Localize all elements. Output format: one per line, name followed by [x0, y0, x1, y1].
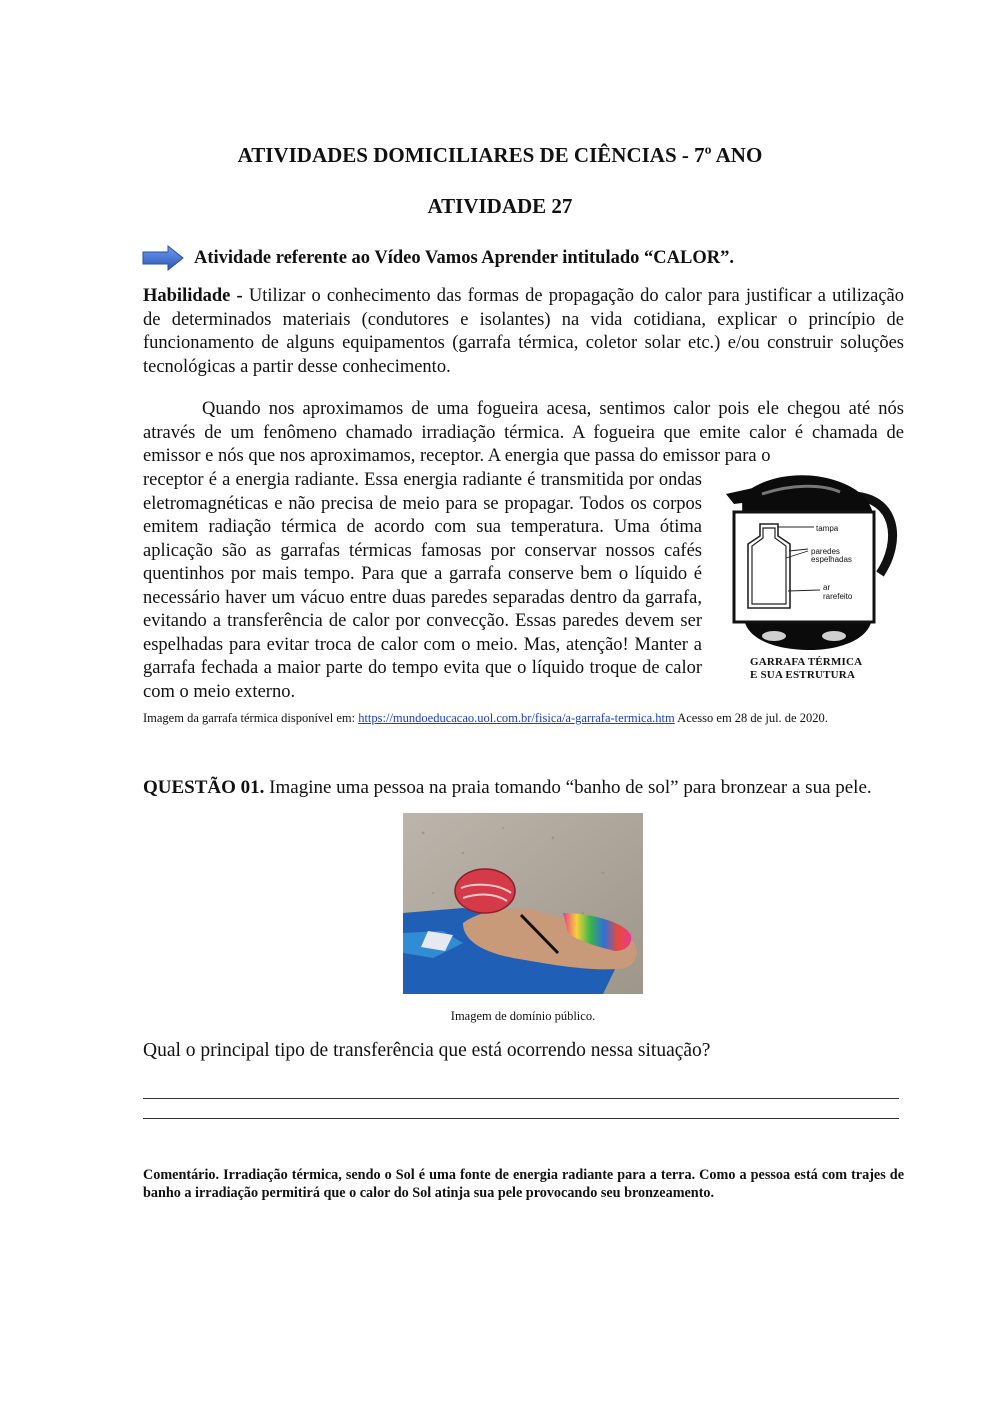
skill-paragraph	[143, 285, 904, 379]
thermos-figure	[722, 466, 902, 696]
credit-suffix: Acesso em 28 de jul. de 2020.	[677, 711, 828, 725]
beach-photo	[403, 813, 643, 994]
question-1-text: Imagine uma pessoa na praia tomando “banho de sol” para bronzear a sua pele.	[269, 777, 872, 798]
sunbather-image	[403, 813, 643, 994]
answer-line-1[interactable]	[143, 1098, 899, 1099]
activity-title: ATIVIDADE 27	[427, 194, 573, 218]
beach-image-caption: Imagem de domínio público.	[450, 1009, 596, 1023]
answer-line-2[interactable]	[143, 1118, 899, 1119]
image-credit	[143, 711, 828, 726]
skill-text: Utilizar o conhecimento das formas de propagação do calor para justificar a utilização de determinados materiais (condutores e isolantes) na vida cotidiana, explicar o princípio de funcionamento de alguns equipamentos (garrafa térmica, coletor solar etc.) e/ou construir soluções tecnológicas a partir desse conhecimento.	[143, 286, 905, 377]
label-walls-2: espelhadas	[811, 555, 852, 564]
label-lid: tampa	[816, 524, 839, 533]
skill-label: Habilidade -	[143, 286, 243, 306]
label-air-2: rarefeito	[823, 592, 853, 601]
body-paragraph-top: Quando nos aproximamos de uma fogueira acesa, sentimos calor pois ele chegou até nós através de um fenômeno chamado irradiação térmica. A fogueira que emite calor é chamada de emissor e nós que nos aproximamos, receptor. A energia que passa do emissor para o	[143, 399, 904, 466]
right-arrow-icon	[142, 245, 184, 271]
question-1-label: QUESTÃO 01.	[143, 777, 265, 798]
comment-text: Comentário. Irradiação térmica, sendo o Sol é uma fonte de energia radiante para a terra. Como a pessoa está com trajes de banho a irradiação permitirá que o calor do Sol atinja sua pele provocando seu bronzeamento.	[143, 1167, 904, 1201]
question-1	[143, 777, 872, 799]
thermos-caption-line-2: E SUA ESTRUTURA	[750, 669, 856, 681]
thermos-caption-line-1: GARRAFA TÉRMICA	[750, 656, 863, 668]
label-air-1: ar	[823, 583, 831, 592]
credit-link[interactable]: https://mundoeducacao.uol.com.br/fisica/a-garrafa-termica.htm	[358, 711, 675, 725]
body-paragraph-wrap: receptor é a energia radiante. Essa energia radiante é transmitida por ondas eletromagnéticas e não precisa de meio para se propagar. Todos os corpos emitem radiação térmica de acordo com sua temperatura. Uma ótima aplicação são as garrafas térmicas famosas por conservar nossos cafés quentinhos por mais tempo. Para que a garrafa conserve bem o líquido é necessário haver um vácuo entre duas paredes separadas dentro da garrafa, evitando a transferência de calor por convecção. Essas paredes devem ser espelhadas para evitar troca de calor com o meio. Mas, atenção! Manter a garrafa fechada a maior parte do tempo evita que o líquido troque de calor com o meio externo.	[143, 470, 702, 702]
credit-prefix: Imagem da garrafa térmica disponível em:	[143, 711, 356, 725]
intro-text: Atividade referente ao Vídeo Vamos Aprender intitulado “CALOR”.	[194, 247, 734, 268]
question-prompt: Qual o principal tipo de transferência que está ocorrendo nessa situação?	[143, 1040, 711, 1061]
document-title: ATIVIDADES DOMICILIARES DE CIÊNCIAS - 7º ANO	[237, 143, 763, 167]
thermos-caption	[750, 656, 862, 682]
intro-line	[142, 244, 902, 272]
thermos-illustration	[722, 466, 902, 652]
label-walls-1: paredes	[811, 547, 840, 556]
